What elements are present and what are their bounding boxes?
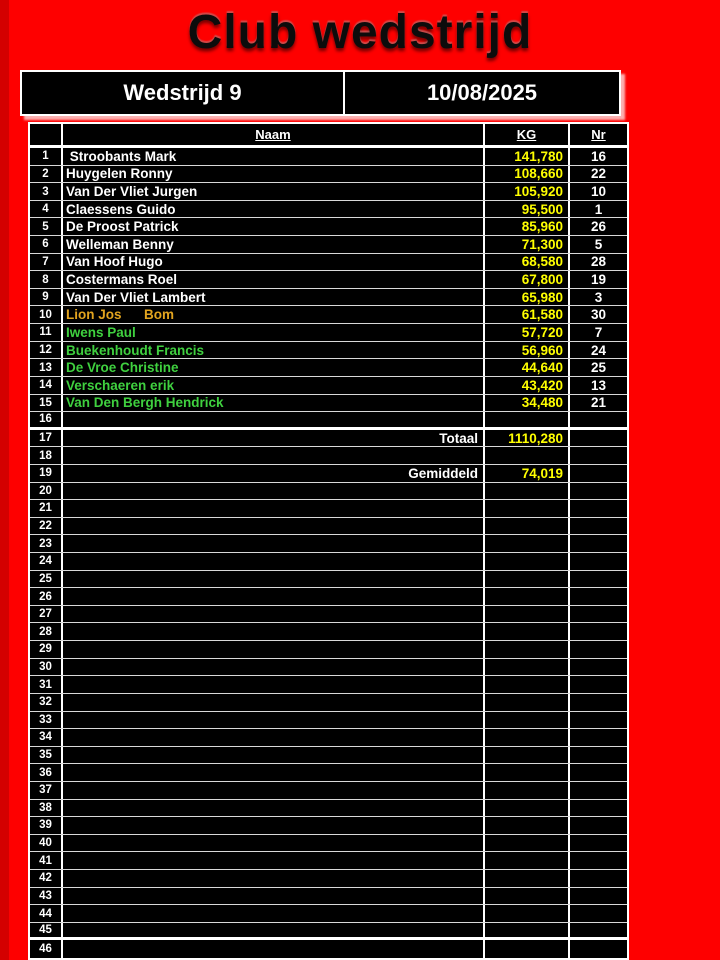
name-cell bbox=[63, 923, 485, 938]
row-number-cell: 24 bbox=[30, 553, 63, 570]
table-row bbox=[30, 412, 627, 430]
name-cell bbox=[63, 800, 485, 817]
table-row bbox=[30, 852, 627, 870]
name-cell bbox=[63, 447, 485, 464]
kg-cell bbox=[485, 412, 570, 427]
name-cell: Welleman Benny bbox=[63, 236, 485, 253]
kg-cell bbox=[485, 553, 570, 570]
name-cell: Verschaeren erik bbox=[63, 377, 485, 394]
kg-cell bbox=[485, 518, 570, 535]
nr-cell bbox=[570, 412, 627, 427]
table-row bbox=[30, 271, 627, 289]
nr-cell: 19 bbox=[590, 272, 607, 288]
row-number-cell: 6 bbox=[30, 236, 63, 253]
row-number-cell: 20 bbox=[30, 483, 63, 500]
table-row bbox=[30, 870, 627, 888]
nr-cell bbox=[570, 747, 627, 764]
kg-cell: 74,019 bbox=[485, 465, 570, 482]
name-cell: Buekenhoudt Francis bbox=[63, 342, 485, 359]
nr-cell bbox=[570, 729, 627, 746]
nr-cell bbox=[570, 817, 627, 834]
kg-cell bbox=[485, 606, 570, 623]
nr-cell bbox=[570, 905, 627, 922]
table-row bbox=[30, 641, 627, 659]
name-cell: Costermans Roel bbox=[63, 271, 485, 288]
name-cell: Totaal bbox=[63, 430, 485, 447]
table-row bbox=[30, 289, 627, 307]
kg-cell bbox=[485, 870, 570, 887]
name-cell: Van Der Vliet Lambert bbox=[63, 289, 485, 306]
nr-cell bbox=[570, 940, 627, 958]
name-cell bbox=[63, 412, 485, 427]
name-cell: Van Der Vliet Jurgen bbox=[63, 183, 485, 200]
row-number-cell: 37 bbox=[30, 782, 63, 799]
table-row bbox=[30, 324, 627, 342]
row-number-cell: 10 bbox=[30, 306, 63, 323]
nr-cell bbox=[570, 800, 627, 817]
nr-cell: 3 bbox=[594, 289, 603, 305]
kg-cell bbox=[485, 500, 570, 517]
table-row bbox=[30, 183, 627, 201]
kg-cell bbox=[485, 764, 570, 781]
column-header-nr: Nr bbox=[591, 127, 606, 142]
name-cell: De Vroe Christine bbox=[63, 359, 485, 376]
name-cell bbox=[63, 694, 485, 711]
row-number-cell: 34 bbox=[30, 729, 63, 746]
kg-cell bbox=[485, 535, 570, 552]
page-title: Club wedstrijd bbox=[187, 6, 533, 59]
table-row bbox=[30, 430, 627, 448]
nr-cell bbox=[570, 623, 627, 640]
table-row bbox=[30, 817, 627, 835]
table-row bbox=[30, 236, 627, 254]
kg-cell bbox=[485, 782, 570, 799]
row-number-cell: 43 bbox=[30, 888, 63, 905]
nr-cell bbox=[570, 571, 627, 588]
nr-cell bbox=[570, 870, 627, 887]
row-number-cell: 41 bbox=[30, 852, 63, 869]
table-row bbox=[30, 359, 627, 377]
name-cell: Stroobants Mark bbox=[63, 148, 485, 165]
nr-cell bbox=[570, 447, 627, 464]
table-row bbox=[30, 553, 627, 571]
nr-cell: 22 bbox=[590, 166, 607, 182]
row-number-cell: 39 bbox=[30, 817, 63, 834]
nr-cell: 7 bbox=[594, 324, 603, 340]
table-row bbox=[30, 306, 627, 324]
kg-cell bbox=[485, 659, 570, 676]
row-number-cell: 9 bbox=[30, 289, 63, 306]
row-number-cell: 12 bbox=[30, 342, 63, 359]
table-row bbox=[30, 940, 627, 958]
row-number-cell: 42 bbox=[30, 870, 63, 887]
row-number-cell: 7 bbox=[30, 254, 63, 271]
row-number-cell: 23 bbox=[30, 535, 63, 552]
nr-cell bbox=[570, 606, 627, 623]
row-number-cell: 32 bbox=[30, 694, 63, 711]
kg-cell bbox=[485, 729, 570, 746]
nr-cell bbox=[570, 782, 627, 799]
table-row bbox=[30, 782, 627, 800]
kg-cell bbox=[485, 852, 570, 869]
name-cell bbox=[63, 747, 485, 764]
table-row bbox=[30, 747, 627, 765]
row-number-cell: 8 bbox=[30, 271, 63, 288]
name-cell bbox=[63, 870, 485, 887]
name-cell: Van Den Bergh Hendrick bbox=[63, 395, 485, 412]
row-number-cell: 38 bbox=[30, 800, 63, 817]
row-number-cell: 36 bbox=[30, 764, 63, 781]
kg-cell: 61,580 bbox=[485, 306, 570, 323]
row-number-cell: 15 bbox=[30, 395, 63, 412]
kg-cell bbox=[485, 712, 570, 729]
nr-cell bbox=[570, 430, 627, 447]
table-row bbox=[30, 535, 627, 553]
match-date-cell: 10/08/2025 bbox=[343, 72, 619, 114]
kg-cell: 108,660 bbox=[485, 166, 570, 183]
nr-cell bbox=[570, 553, 627, 570]
kg-cell: 105,920 bbox=[485, 183, 570, 200]
nr-cell: 16 bbox=[590, 148, 607, 164]
table-row bbox=[30, 729, 627, 747]
name-cell bbox=[63, 817, 485, 834]
name-cell bbox=[63, 641, 485, 658]
row-number-cell: 28 bbox=[30, 623, 63, 640]
table-row bbox=[30, 377, 627, 395]
match-name-cell: Wedstrijd 9 bbox=[123, 80, 242, 105]
nr-cell bbox=[570, 712, 627, 729]
name-cell: Huygelen Ronny bbox=[63, 166, 485, 183]
name-cell bbox=[63, 782, 485, 799]
table-row bbox=[30, 676, 627, 694]
match-header-bar bbox=[20, 70, 621, 116]
kg-cell: 65,980 bbox=[485, 289, 570, 306]
name-cell: Van Hoof Hugo bbox=[63, 254, 485, 271]
nr-cell: 30 bbox=[590, 307, 607, 323]
kg-cell bbox=[485, 800, 570, 817]
table-row bbox=[30, 712, 627, 730]
nr-cell bbox=[570, 888, 627, 905]
kg-cell: 1110,280 bbox=[485, 430, 570, 447]
kg-cell: 85,960 bbox=[485, 218, 570, 235]
name-cell bbox=[63, 518, 485, 535]
table-row bbox=[30, 148, 627, 166]
kg-cell: 141,780 bbox=[485, 148, 570, 165]
row-number-cell: 13 bbox=[30, 359, 63, 376]
results-table bbox=[28, 122, 629, 960]
table-row bbox=[30, 518, 627, 536]
row-number-cell: 33 bbox=[30, 712, 63, 729]
kg-cell bbox=[485, 905, 570, 922]
name-cell: Claessens Guido bbox=[63, 201, 485, 218]
table-row bbox=[30, 465, 627, 483]
row-number-cell: 45 bbox=[30, 923, 63, 938]
kg-cell bbox=[485, 483, 570, 500]
name-cell bbox=[63, 852, 485, 869]
kg-cell bbox=[485, 676, 570, 693]
name-cell bbox=[63, 553, 485, 570]
row-number-cell: 3 bbox=[30, 183, 63, 200]
kg-cell bbox=[485, 747, 570, 764]
kg-cell bbox=[485, 940, 570, 958]
name-cell bbox=[63, 905, 485, 922]
table-row bbox=[30, 254, 627, 272]
name-cell bbox=[63, 888, 485, 905]
row-number-cell: 19 bbox=[30, 465, 63, 482]
table-row bbox=[30, 923, 627, 941]
table-header-row bbox=[30, 124, 627, 148]
nr-cell: 13 bbox=[590, 377, 607, 393]
kg-cell bbox=[485, 623, 570, 640]
table-row bbox=[30, 694, 627, 712]
nr-cell bbox=[570, 641, 627, 658]
kg-cell: 71,300 bbox=[485, 236, 570, 253]
nr-cell bbox=[570, 676, 627, 693]
kg-cell bbox=[485, 571, 570, 588]
row-number-cell: 18 bbox=[30, 447, 63, 464]
table-row bbox=[30, 166, 627, 184]
row-number-cell: 22 bbox=[30, 518, 63, 535]
kg-cell: 67,800 bbox=[485, 271, 570, 288]
row-number-cell: 35 bbox=[30, 747, 63, 764]
table-row bbox=[30, 483, 627, 501]
table-row bbox=[30, 764, 627, 782]
column-header-kg: KG bbox=[485, 124, 570, 145]
name-cell bbox=[63, 606, 485, 623]
row-number-cell: 1 bbox=[30, 148, 63, 165]
row-number-cell: 17 bbox=[30, 430, 63, 447]
name-cell bbox=[63, 623, 485, 640]
row-number-cell: 27 bbox=[30, 606, 63, 623]
kg-cell: 57,720 bbox=[485, 324, 570, 341]
nr-cell: 10 bbox=[590, 184, 607, 200]
kg-cell: 34,480 bbox=[485, 395, 570, 412]
name-cell: Iwens Paul bbox=[63, 324, 485, 341]
row-number-cell: 30 bbox=[30, 659, 63, 676]
nr-cell: 26 bbox=[590, 219, 607, 235]
name-cell bbox=[63, 712, 485, 729]
kg-cell bbox=[485, 888, 570, 905]
table-row bbox=[30, 800, 627, 818]
kg-cell: 56,960 bbox=[485, 342, 570, 359]
nr-cell: 21 bbox=[590, 395, 607, 411]
name-cell bbox=[63, 535, 485, 552]
table-row bbox=[30, 500, 627, 518]
nr-cell: 25 bbox=[590, 360, 607, 376]
table-row bbox=[30, 888, 627, 906]
left-edge-stripe bbox=[0, 0, 9, 960]
name-cell: De Proost Patrick bbox=[63, 218, 485, 235]
column-header-naam: Naam bbox=[63, 124, 485, 145]
row-number-cell: 11 bbox=[30, 324, 63, 341]
row-number-cell: 31 bbox=[30, 676, 63, 693]
nr-cell bbox=[570, 588, 627, 605]
table-row bbox=[30, 588, 627, 606]
name-cell bbox=[63, 500, 485, 517]
row-number-cell: 5 bbox=[30, 218, 63, 235]
name-cell: Gemiddeld bbox=[63, 465, 485, 482]
row-number-cell: 21 bbox=[30, 500, 63, 517]
nr-cell: 24 bbox=[590, 342, 607, 358]
nr-cell bbox=[570, 852, 627, 869]
nr-cell bbox=[570, 764, 627, 781]
kg-cell bbox=[485, 835, 570, 852]
row-number-cell: 44 bbox=[30, 905, 63, 922]
name-cell bbox=[63, 588, 485, 605]
kg-cell: 95,500 bbox=[485, 201, 570, 218]
name-cell bbox=[63, 483, 485, 500]
nr-cell bbox=[570, 694, 627, 711]
table-row bbox=[30, 201, 627, 219]
nr-cell: 1 bbox=[594, 201, 603, 217]
nr-cell bbox=[570, 923, 627, 938]
nr-cell bbox=[570, 659, 627, 676]
kg-cell: 43,420 bbox=[485, 377, 570, 394]
row-number-cell: 2 bbox=[30, 166, 63, 183]
kg-cell bbox=[485, 817, 570, 834]
column-header-rownum bbox=[30, 124, 63, 145]
nr-cell bbox=[570, 535, 627, 552]
row-number-cell: 29 bbox=[30, 641, 63, 658]
row-number-cell: 25 bbox=[30, 571, 63, 588]
name-cell bbox=[63, 940, 485, 958]
table-row bbox=[30, 395, 627, 413]
name-cell bbox=[63, 835, 485, 852]
nr-cell: 28 bbox=[590, 254, 607, 270]
kg-cell bbox=[485, 923, 570, 938]
row-number-cell: 40 bbox=[30, 835, 63, 852]
table-row bbox=[30, 623, 627, 641]
row-number-cell: 26 bbox=[30, 588, 63, 605]
nr-cell bbox=[570, 500, 627, 517]
table-row bbox=[30, 571, 627, 589]
row-number-cell: 4 bbox=[30, 201, 63, 218]
table-row bbox=[30, 447, 627, 465]
name-cell bbox=[63, 729, 485, 746]
kg-cell bbox=[485, 694, 570, 711]
name-cell bbox=[63, 571, 485, 588]
table-row bbox=[30, 659, 627, 677]
row-number-cell: 16 bbox=[30, 412, 63, 427]
kg-cell bbox=[485, 641, 570, 658]
table-row bbox=[30, 218, 627, 236]
table-row bbox=[30, 342, 627, 360]
table-body bbox=[30, 148, 627, 958]
nr-cell: 5 bbox=[594, 236, 603, 252]
row-number-cell: 14 bbox=[30, 377, 63, 394]
nr-cell bbox=[570, 483, 627, 500]
kg-cell bbox=[485, 447, 570, 464]
table-row bbox=[30, 835, 627, 853]
table-row bbox=[30, 905, 627, 923]
kg-cell: 68,580 bbox=[485, 254, 570, 271]
row-number-cell: 46 bbox=[30, 940, 63, 958]
name-cell bbox=[63, 764, 485, 781]
table-row bbox=[30, 606, 627, 624]
kg-cell: 44,640 bbox=[485, 359, 570, 376]
kg-cell bbox=[485, 588, 570, 605]
nr-cell bbox=[570, 518, 627, 535]
nr-cell bbox=[570, 465, 627, 482]
name-cell bbox=[63, 659, 485, 676]
name-cell bbox=[63, 676, 485, 693]
nr-cell bbox=[570, 835, 627, 852]
name-cell: Lion Jos Bom bbox=[63, 306, 485, 323]
